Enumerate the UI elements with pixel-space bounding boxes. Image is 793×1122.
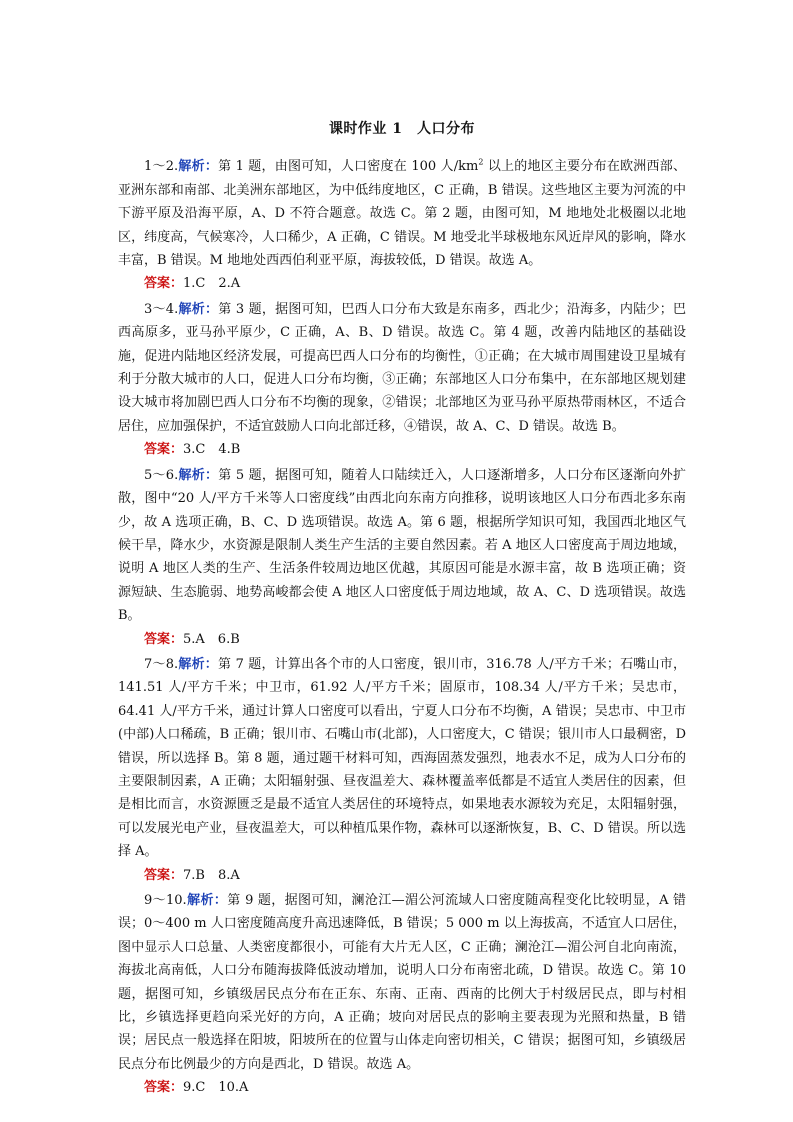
answer-label: 答案： (144, 867, 184, 883)
explanation-text: 第 9 题，据图可知，澜沧江—湄公河流域人口密度随高程变化比较明显，A 错误；0～400 m 人口密度随高度升高迅速降低，B 错误；5 000 m 以上海拔高，不适宜人口居住，图中显示人口总量、人类密度都很小，可能有大片无人区，C 正确；澜沧江—湄公河自北向南流，海拔北高南低，人口分布随海拔降低波动增加，说明人口分布南密北疏，D 错误。故选 C。第 10 题，据图可知，乡镇级居民点分布在正东、东南、正南、西南的比例大于村级居民点，即与村相比，乡镇选择更趋向采光好的方向，A 正确；坡向对居民点的影响主要表现为光照和热量，B 错误；居民点一般选择在阳坡，阳坡所在的位置与山体走向密切相关，C 错误；据图可知，乡镇级居民点分布比例最少的方向是西北，D 错误。故选 A。 (118, 893, 686, 1072)
question-range: 1～2. (144, 159, 179, 175)
explanation-text: 第 7 题，计算出各个市的人口密度，银川市，316.78 人/平方千米；石嘴山市，141.51 人/平方千米；中卫市，61.92 人/平方千米；固原市，108.34 人/平方千米；吴忠市，64.41 人/平方千米，通过计算人口密度可以看出，宁夏人口分布不均衡，A 错误；吴忠市、中卫市(中部)人口稀疏，B 正确；银川市、石嘴山市(北部)，人口密度大，C 错误；银川市人口最稠密，D 错误，所以选择 B。第 8 题，通过题干材料可知，西海固蒸发强烈，地表水不足，成为人口分布的主要限制因素，A 正确；太阳辐射强、昼夜温差大、森林覆盖率低都是不适宜人类居住的因素，但是相比而言，水资源匮乏是最不适宜人类居住的环境特点，如果地表水源较为充足，太阳辐射强，可以发展光电产业，昼夜温差大，可以种植瓜果作物，森林可以逐渐恢复，B、C、D 错误。所以选择 A。 (118, 656, 686, 860)
question-range: 5～6. (144, 467, 179, 483)
explanation-5-6 (118, 464, 686, 628)
explanation-9-10 (118, 889, 686, 1076)
question-range: 7～8. (144, 656, 179, 672)
question-range: 3～4. (144, 301, 179, 317)
page-title: 课时作业 1 人口分布 (328, 121, 476, 137)
explanation-tag: 解析： (178, 656, 219, 672)
answer-3-4 (118, 438, 686, 461)
answer-label: 答案： (144, 631, 184, 647)
answer-label: 答案： (144, 1080, 184, 1096)
explanation-tag: 解析： (186, 893, 228, 908)
superscript: 2 (478, 158, 484, 168)
answer-value: 7.B 8.A (183, 867, 240, 883)
answer-value: 5.A 6.B (183, 631, 240, 647)
explanation-text: 以上的地区主要分布在欧洲西部、亚洲东部和南部、北美洲东部地区，为中低纬度地区，C 正确，B 错误。这些地区主要为河流的中下游平原及沿海平原，A、D 不符合题意。故选 C。第 2 题，由图可知，M 地地处北极圈以北地区，纬度高，气候寒冷，人口稀少，A 正确，C 错误。M 地受北半球极地东风近岸风的影响，降水丰富，B 错误。M 地地处西西伯利亚平原，海拔较低，D 错误。故选 A。 (118, 159, 686, 269)
answer-value: 3.C 4.B (183, 442, 241, 458)
answer-value: 9.C 10.A (183, 1080, 249, 1096)
answer-9-10 (118, 1076, 686, 1099)
explanation-tag: 解析： (178, 159, 219, 175)
explanation-text: 第 5 题，据图可知，随着人口陆续迁入，人口逐渐增多，人口分布区逐渐向外扩散，图中“20 人/平方千米等人口密度线”由西北向东南方向推移，说明该地区人口分布西北多东南少，故 A 选项正确，B、C、D 选项错误。故选 A。第 6 题，根据所学知识可知，我国西北地区气候干旱，降水少，水资源是限制人类生产生活的主要自然因素。若 A 地区人口密度高于周边地域，说明 A 地区人类的生产、生活条件较周边地区优越，其原因可能是水源丰富，故 B 选项正确；资源短缺、生态脆弱、地势高峻都会使 A 地区人口密度低于周边地域，故 A、C、D 选项错误。故选 B。 (118, 467, 686, 624)
explanation-7-8 (118, 653, 686, 864)
answer-5-6 (118, 628, 686, 651)
explanation-text: 第 1 题，由图可知，人口密度在 100 人/km (218, 159, 479, 175)
answer-label: 答案： (144, 442, 184, 458)
explanation-tag: 解析： (178, 467, 219, 483)
explanation-1-2 (118, 155, 686, 272)
question-range: 9～10. (144, 893, 187, 908)
explanation-3-4 (118, 298, 686, 438)
document-page (118, 118, 686, 1102)
answer-1-2 (118, 272, 686, 295)
answer-label: 答案： (144, 276, 184, 292)
answer-value: 1.C 2.A (183, 276, 241, 292)
explanation-text: 第 3 题，据图可知，巴西人口分布大致是东南多，西北少；沿海多，内陆少；巴西高原多，亚马孙平原少，C 正确，A、B、D 错误。故选 C。第 4 题，改善内陆地区的基础设施，促进内陆地区经济发展，可提高巴西人口分布的均衡性，①正确；在大城市周围建设卫星城有利于分散大城市的人口，促进人口分布均衡，③正确；东部地区人口分布集中，在东部地区规划建设大城市将加剧巴西人口分布不均衡的现象，②错误；北部地区为亚马孙平原热带雨林区，不适合居住，应加强保护，不适宜鼓励人口向北部迁移，④错误，故 A、C、D 错误。故选 B。 (118, 301, 686, 434)
explanation-tag: 解析： (178, 301, 219, 317)
answer-7-8 (118, 864, 686, 887)
